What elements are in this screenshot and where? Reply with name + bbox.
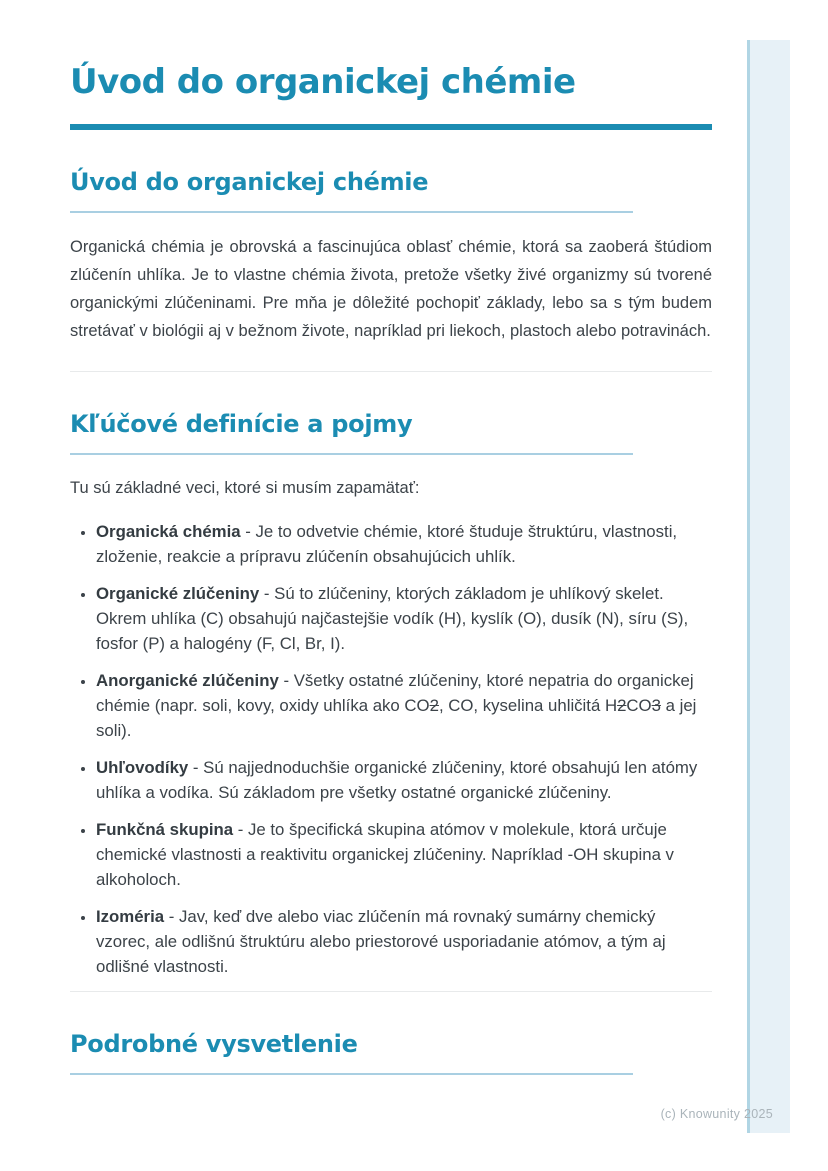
list-item — [96, 581, 712, 656]
decorative-ribbon — [747, 40, 790, 1133]
list-item — [96, 755, 712, 805]
title-divider — [70, 124, 712, 130]
term-label: Izoméria — [96, 906, 165, 926]
term-description: CO — [626, 695, 652, 715]
document-content — [70, 62, 712, 1075]
term-label: Organická chémia — [96, 521, 241, 541]
definitions-lead: Tu sú základné veci, ktoré si musím zapamätať: — [70, 478, 420, 497]
term-description: - Je to odvetvie chémie, ktoré študuje štruktúru, vlastnosti, zloženie, reakcie a prípravu zlúčenín obsahujúcich uhlík. — [96, 521, 678, 566]
term-description: a jej soli). — [96, 695, 697, 740]
list-item — [96, 519, 712, 569]
struck-subscript: 3 — [651, 695, 661, 715]
struck-subscript: 2 — [617, 695, 627, 715]
section-definitions — [70, 410, 712, 979]
definitions-list — [70, 519, 712, 979]
term-description: - Sú najjednoduchšie organické zlúčeniny, ktoré obsahujú len atómy uhlíka a vodíka. Sú základom pre všetky ostatné organické zlúčeniny. — [96, 757, 698, 802]
intro-paragraph: Organická chémia je obrovská a fascinujúca oblasť chémie, ktorá sa zaoberá štúdiom zlúčenín uhlíka. Je to vlastne chémia života, pretože všetky živé organizmy sú tvorené organickými zlúčeninami. Pre mňa je dôležité pochopiť základy, lebo sa s tým budem stretávať v biológii aj v bežnom živote, napríklad pri liekoch, plastoch alebo potravinách. — [70, 237, 712, 340]
term-label: Organické zlúčeniny — [96, 583, 260, 603]
section-intro — [70, 168, 712, 345]
term-description: , CO, kyselina uhličitá H — [438, 695, 618, 715]
section-heading-definitions: Kľúčové definície a pojmy — [70, 409, 413, 438]
section-heading-detail: Podrobné vysvetlenie — [70, 1029, 358, 1058]
term-label: Anorganické zlúčeniny — [96, 670, 279, 690]
section-detail — [70, 1030, 712, 1075]
section-rule — [70, 1073, 633, 1075]
page-title: Úvod do organickej chémie — [70, 62, 576, 102]
section-divider — [70, 371, 712, 372]
term-description: - Je to špecifická skupina atómov v molekule, ktorá určuje chemické vlastnosti a reaktivitu organickej zlúčeniny. Napríklad -OH skupina v alkoholoch. — [96, 819, 674, 889]
term-description: - Sú to zlúčeniny, ktorých základom je uhlíkový skelet. Okrem uhlíka (C) obsahujú najčastejšie vodík (H), kyslík (O), dusík (N), síru (S), fosfor (P) a halogény (F, Cl, Br, I). — [96, 583, 689, 653]
term-description: - Jav, keď dve alebo viac zlúčenín má rovnaký sumárny chemický vzorec, ale odlišnú štruktúru alebo priestorové usporiadanie atómov, a tým aj odlišné vlastnosti. — [96, 906, 666, 976]
section-heading-intro: Úvod do organickej chémie — [70, 168, 429, 197]
section-divider — [70, 991, 712, 992]
term-label: Uhľovodíky — [96, 757, 189, 777]
section-rule — [70, 211, 633, 213]
term-description: - Všetky ostatné zlúčeniny, ktoré nepatria do organickej chémie (napr. soli, kovy, oxidy uhlíka ako CO — [96, 670, 694, 715]
list-item — [96, 817, 712, 892]
term-label: Funkčná skupina — [96, 819, 234, 839]
struck-subscript: 2 — [429, 695, 439, 715]
list-item — [96, 668, 712, 743]
section-rule — [70, 453, 633, 455]
copyright-notice: (c) Knowunity 2025 — [660, 1107, 773, 1121]
list-item — [96, 904, 712, 979]
